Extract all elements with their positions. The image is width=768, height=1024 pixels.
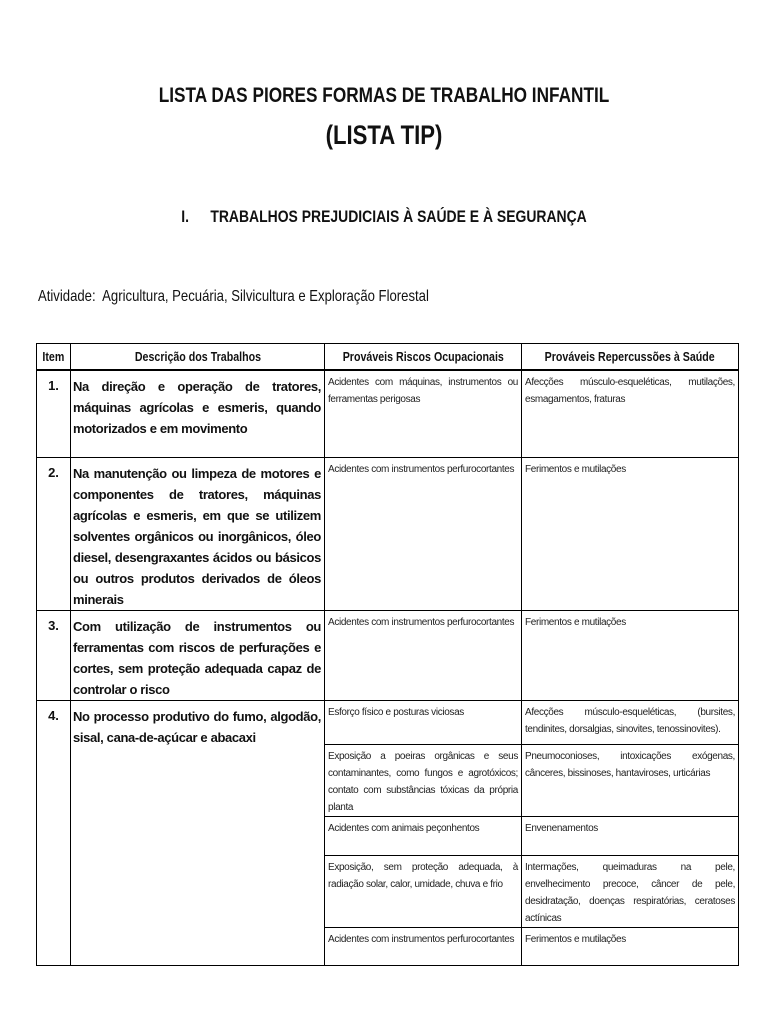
table-row — [37, 370, 739, 457]
work-description: Com utilização de instrumentos ou ferramentas com riscos de perfurações e cortes, sem proteção adequada capaz de controlar o risco — [71, 610, 325, 700]
work-description: No processo produtivo do fumo, algodão, sisal, cana-de-açúcar e abacaxi — [71, 700, 325, 965]
occupational-risk: Acidentes com instrumentos perfurocortantes — [325, 610, 522, 700]
table-header-row — [37, 344, 739, 371]
occupational-risk: Exposição a poeiras orgânicas e seus contaminantes, como fungos e agrotóxicos; contato com substâncias tóxicas da própria planta — [325, 744, 522, 816]
header-risks: Prováveis Riscos Ocupacionais — [325, 344, 522, 371]
table-row — [37, 457, 739, 610]
health-repercussion: Ferimentos e mutilações — [522, 457, 739, 610]
occupational-risk: Acidentes com instrumentos perfurocortantes — [325, 457, 522, 610]
work-description: Na direção e operação de tratores, máquinas agrícolas e esmeris, quando motorizados e em movimento — [71, 370, 325, 457]
document-subtitle: (LISTA TIP) — [325, 120, 443, 150]
header-repercussions: Prováveis Repercussões à Saúde — [522, 344, 739, 371]
item-number: 4. — [37, 700, 71, 965]
section-number: I. — [181, 207, 190, 226]
health-repercussion: Afecções músculo-esqueléticas, (bursites, tendinites, dorsalgias, sinovites, tenossinovites). — [522, 700, 739, 744]
item-number: 1. — [37, 370, 71, 457]
section-heading — [69, 207, 699, 227]
occupational-risk: Acidentes com animais peçonhentos — [325, 816, 522, 855]
section-title: TRABALHOS PREJUDICIAIS À SAÚDE E À SEGURANÇA — [210, 207, 587, 226]
risk-table — [36, 343, 739, 966]
item-number: 3. — [37, 610, 71, 700]
occupational-risk: Acidentes com máquinas, instrumentos ou ferramentas perigosas — [325, 370, 522, 457]
work-description: Na manutenção ou limpeza de motores e componentes de tratores, máquinas agrícolas e esmeris, em que se utilizem solventes orgânicos ou inorgânicos, óleo diesel, desengraxantes ácidos ou básicos ou outros produtos derivados de óleos minerais — [71, 457, 325, 610]
document-title: LISTA DAS PIORES FORMAS DE TRABALHO INFANTIL — [158, 84, 610, 107]
table-row — [37, 700, 739, 744]
health-repercussion: Envenenamentos — [522, 816, 739, 855]
item-number: 2. — [37, 457, 71, 610]
table-row — [37, 610, 739, 700]
health-repercussion: Intermações, queimaduras na pele, envelhecimento precoce, câncer de pele, desidratação, doenças respiratórias, ceratoses actínicas — [522, 855, 739, 927]
activity-value: Agricultura, Pecuária, Silvicultura e Exploração Florestal — [102, 288, 429, 305]
health-repercussion: Afecções músculo-esqueléticas, mutilações, esmagamentos, fraturas — [522, 370, 739, 457]
header-description: Descrição dos Trabalhos — [71, 344, 325, 371]
activity-line — [38, 288, 429, 306]
header-item: Item — [37, 344, 71, 371]
health-repercussion: Ferimentos e mutilações — [522, 927, 739, 965]
activity-label: Atividade: — [38, 288, 96, 305]
health-repercussion: Ferimentos e mutilações — [522, 610, 739, 700]
occupational-risk: Acidentes com instrumentos perfurocortantes — [325, 927, 522, 965]
health-repercussion: Pneumoconioses, intoxicações exógenas, cânceres, bissinoses, hantaviroses, urticárias — [522, 744, 739, 816]
occupational-risk: Exposição, sem proteção adequada, à radiação solar, calor, umidade, chuva e frio — [325, 855, 522, 927]
occupational-risk: Esforço físico e posturas viciosas — [325, 700, 522, 744]
